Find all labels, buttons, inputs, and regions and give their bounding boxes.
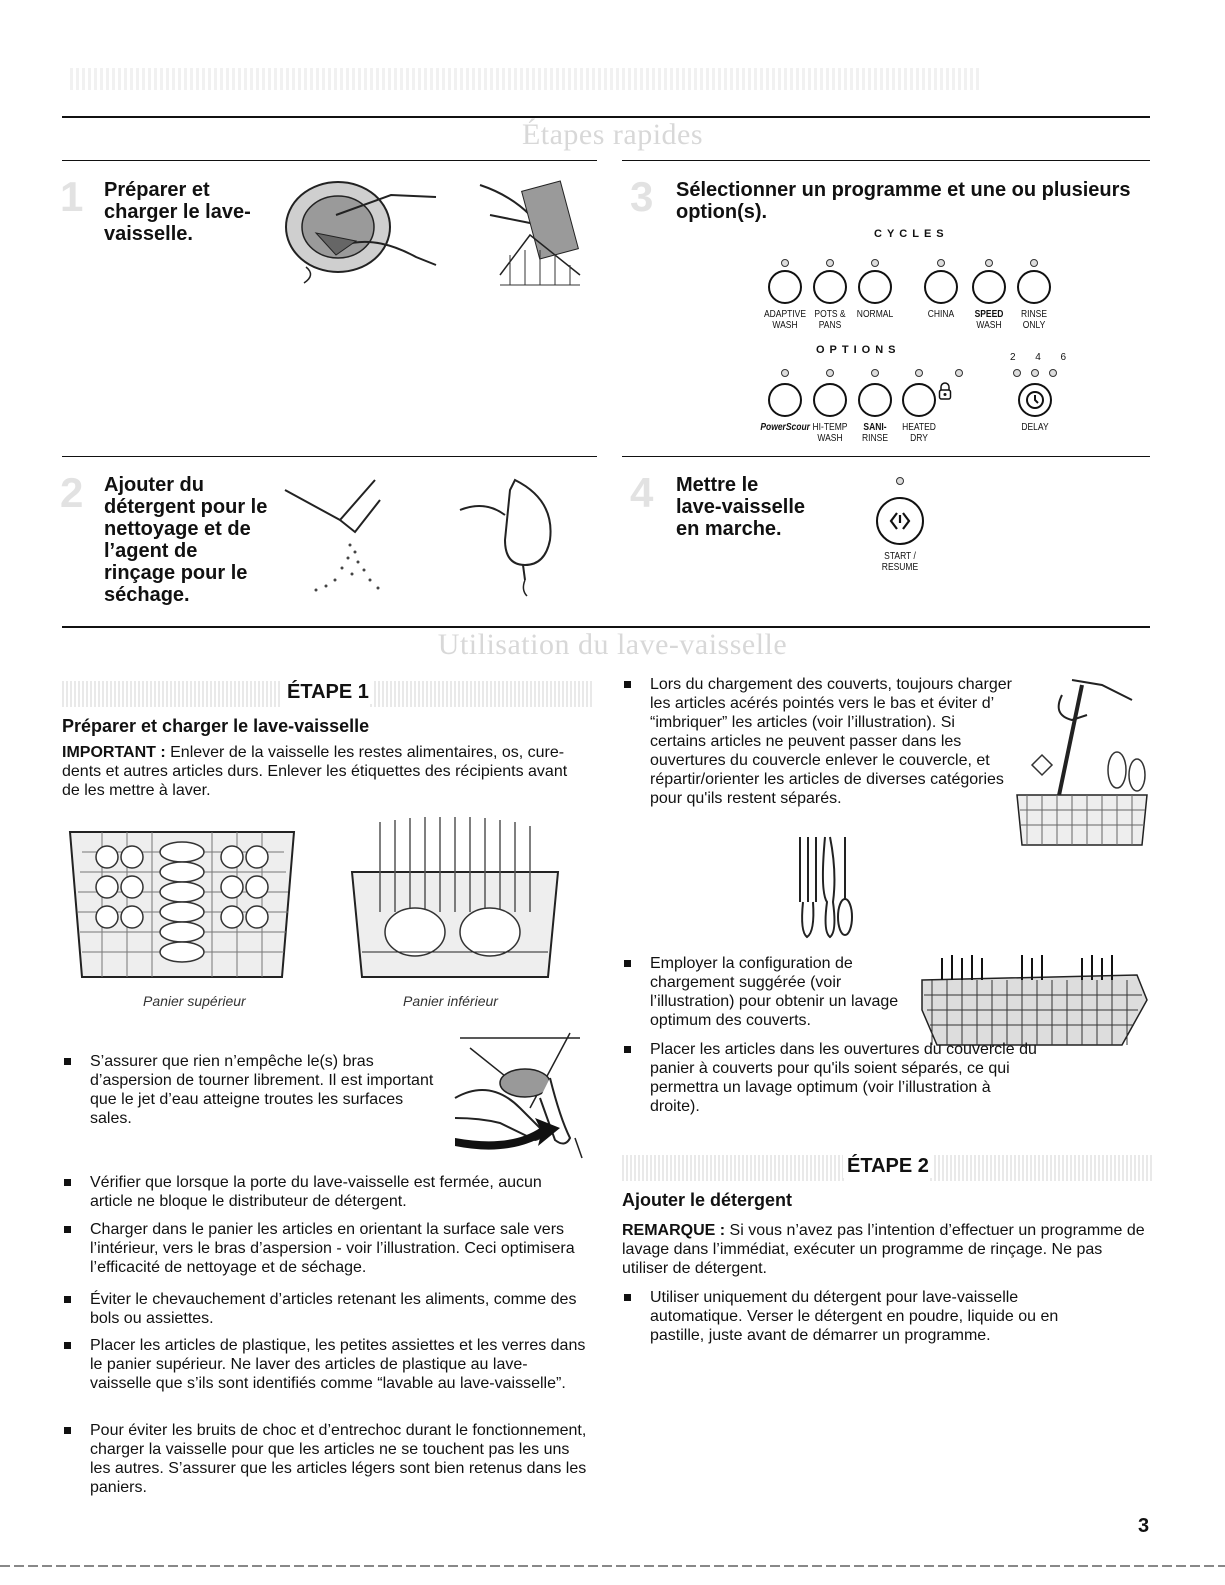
- step3-title-line: option(s).: [676, 201, 768, 223]
- silverware-basket-illustration: [912, 950, 1152, 1050]
- step4-title-line: Mettre le: [676, 474, 759, 496]
- etape1-heading: Préparer et charger le lave-vaisselle: [62, 716, 370, 736]
- step-number-1: 1: [60, 173, 84, 220]
- step-number-2: 2: [60, 469, 84, 516]
- etape1-bar-left: [62, 681, 282, 707]
- option-indicator-light: [781, 369, 789, 377]
- cycle-button-china[interactable]: [924, 270, 958, 304]
- clock-icon: [1024, 389, 1046, 411]
- step4-title-line: en marche.: [676, 518, 782, 540]
- step3-title-line: Sélectionner un programme et une ou plusieurs: [676, 179, 1131, 201]
- step1-title-line: charger le lave-: [104, 201, 251, 223]
- step2-title-line: Ajouter du: [104, 474, 204, 496]
- etape1-label: ÉTAPE 1: [283, 681, 373, 704]
- upper-rack-illustration: [62, 812, 302, 987]
- option-indicator-light: [955, 369, 963, 377]
- bullet-right-1: Lors du chargement des couverts, toujours charger les articles acérés pointés vers le bas et éviter d’ “imbriquer” les articles (voir l’illustration). Si certains articles ne peuvent passer dans les ouvertures du couvercle enlever le couvercle, et répartir/orienter les articles de diverses catégories pour qu'ils restent séparés.: [622, 675, 1012, 808]
- spray-arm-illustration: [450, 1028, 590, 1163]
- option-indicator-light: [915, 369, 923, 377]
- cycle-indicator-light: [826, 259, 834, 267]
- rack-loading-illustration: [470, 175, 590, 290]
- delay-hour: 6: [1060, 352, 1066, 363]
- step1-title-line: Préparer et: [104, 179, 210, 201]
- cycle-button-pots-pans[interactable]: [813, 270, 847, 304]
- bottom-scan-band: [0, 1565, 1225, 1567]
- silverware-basket-lid-illustration: [1012, 675, 1152, 850]
- caption-lower-rack: Panier inférieur: [403, 993, 498, 1009]
- important-label: IMPORTANT :: [62, 744, 166, 761]
- step1-title-line: vaisselle.: [104, 223, 193, 245]
- bullet-left-5: Placer les articles de plastique, les petites assiettes et les verres dans le panier supérieur. Ne laver des articles de plastique au lave-vaisselle que s’ils sont identifiés comme “lavable au lave-vaisselle”.: [62, 1336, 587, 1393]
- option-label-heated-dry: HEATED DRY: [902, 422, 936, 444]
- option-label-sani-rinse: SANI- RINSE: [862, 422, 888, 444]
- caption-upper-rack: Panier supérieur: [143, 993, 246, 1009]
- option-button-hi-temp-wash[interactable]: [813, 383, 847, 417]
- delay-indicator-light: [1031, 369, 1039, 377]
- etape2-label: ÉTAPE 2: [843, 1155, 933, 1178]
- step3-title: [676, 179, 1156, 223]
- etape2-heading: Ajouter le détergent: [622, 1190, 793, 1210]
- important-note: [62, 743, 582, 800]
- section-title-quick-steps: Étapes rapides: [521, 118, 704, 151]
- step1-title: [104, 179, 274, 245]
- step4-title-line: lave-vaisselle: [676, 496, 805, 518]
- cycle-label-pots-pans: POTS & PANS: [814, 309, 846, 331]
- quick-steps-mid-rule-right: [622, 456, 1150, 457]
- quick-steps-rule-left: [62, 160, 597, 161]
- cycle-indicator-light: [937, 259, 945, 267]
- cycle-indicator-light: [1030, 259, 1038, 267]
- option-label-powerscour: PowerScour: [760, 422, 810, 433]
- step-number-4: 4: [630, 469, 654, 516]
- cycle-label-normal: NORMAL: [856, 309, 894, 320]
- bullet-left-2: Vérifier que lorsque la porte du lave-vaisselle est fermée, aucun article ne bloque le distributeur de détergent.: [62, 1173, 587, 1211]
- top-scan-band: [70, 68, 982, 90]
- cycle-button-rinse-only[interactable]: [1017, 270, 1051, 304]
- delay-indicator-light: [1013, 369, 1021, 377]
- quick-steps-mid-rule-left: [62, 456, 597, 457]
- option-label-hi-temp-wash: HI-TEMP WASH: [812, 422, 848, 444]
- etape2-bar-right: [930, 1155, 1152, 1181]
- option-button-sani-rinse[interactable]: [858, 383, 892, 417]
- option-button-powerscour[interactable]: [768, 383, 802, 417]
- remark-label: REMARQUE :: [622, 1222, 726, 1239]
- step-number-3: 3: [630, 173, 654, 220]
- cutlery-illustration: [785, 832, 855, 942]
- rinse-aid-bottle-illustration: [455, 470, 565, 600]
- step2-title-line: rinçage pour le: [104, 562, 248, 584]
- cycle-button-speed-wash[interactable]: [972, 270, 1006, 304]
- etape1-bar-right: [370, 681, 592, 707]
- bullet-left-3: Charger dans le panier les articles en orientant la surface sale vers l’intérieur, vers le bras d’aspersion - voir l’illustration. Ceci optimisera l’efficacité de nettoyage et de séchage.: [62, 1220, 587, 1277]
- step2-title-line: détergent pour le: [104, 496, 268, 518]
- cycle-indicator-light: [871, 259, 879, 267]
- step4-title: [676, 474, 856, 540]
- section-title-usage: Utilisation du lave-vaisselle: [437, 628, 788, 661]
- delay-hour: 2: [1010, 352, 1016, 363]
- remark-text: Si vous n’avez pas l’intention d’effectuer un programme de lavage dans l’immédiat, exécuter un programme de rinçage. Ne pas utiliser de détergent.: [622, 1222, 1145, 1277]
- etape2-bar-left: [622, 1155, 844, 1181]
- cycle-label-china: CHINA: [927, 309, 955, 320]
- step2-title-line: séchage.: [104, 584, 190, 606]
- options-label: OPTIONS: [816, 344, 901, 356]
- cycle-indicator-light: [985, 259, 993, 267]
- powder-detergent-illustration: [280, 470, 410, 600]
- bullet-right-3: Placer les articles dans les ouvertures du couvercle du panier à couverts pour qu'ils soient séparés, ce qui permettra un lavage optimum (voir l’illustration à droite).: [622, 1040, 1042, 1116]
- option-indicator-light: [826, 369, 834, 377]
- bullet-left-6: Pour éviter les bruits de choc et d’entrechoc durant le fonctionnement, charger la vaisselle pour que les articles ne se touchent pas les uns les autres. S’assurer que les articles légers sont bien retenus dans les paniers.: [62, 1421, 587, 1497]
- delay-hour: 4: [1035, 352, 1041, 363]
- bullet-right-2: Employer la configuration de chargement suggérée (voir l’illustration) pour obtenir un lavage optimum des couverts.: [622, 954, 922, 1030]
- cycle-label-rinse-only: RINSE ONLY: [1021, 309, 1047, 331]
- step2-title-line: nettoyage et de: [104, 518, 251, 540]
- cycle-button-adaptive-wash[interactable]: [768, 270, 802, 304]
- bullet-left-1: S’assurer que rien n’empêche le(s) bras d’aspersion de tourner librement. Il est important que le jet d’eau atteigne troutes les surfaces sales.: [62, 1052, 442, 1128]
- cycles-label: CYCLES: [874, 228, 949, 240]
- bullet-etape2-1: Utiliser uniquement du détergent pour lave-vaisselle automatique. Verser le détergent en poudre, liquide ou en pastille, juste avant de démarrer un programme.: [622, 1288, 1112, 1345]
- lock-icon: [938, 382, 952, 400]
- start-resume-label: START / RESUME: [881, 551, 919, 573]
- lower-rack-illustration: [340, 812, 570, 987]
- step2-title-line: l’agent de: [104, 540, 198, 562]
- delay-hours: [1010, 352, 1066, 363]
- delay-indicator-light: [1049, 369, 1057, 377]
- bullet-left-4: Éviter le chevauchement d’articles retenant les aliments, comme des bols ou assiettes.: [62, 1290, 587, 1328]
- cycle-indicator-light: [781, 259, 789, 267]
- cycle-button-normal[interactable]: [858, 270, 892, 304]
- option-button-heated-dry[interactable]: [902, 383, 936, 417]
- cycle-label-speed-wash: SPEED WASH: [974, 309, 1004, 331]
- quick-steps-rule-right: [622, 160, 1150, 161]
- important-text: Enlever de la vaisselle les restes alimentaires, os, cure-dents et autres articles durs. Enlever les étiquettes des récipients avant de les mettre à laver.: [62, 744, 568, 799]
- page-number: 3: [1138, 1515, 1150, 1537]
- start-resume-icon: [889, 510, 911, 532]
- plate-scraping-illustration: [276, 175, 446, 290]
- cycle-label-adaptive-wash: ADAPTIVE WASH: [763, 309, 807, 331]
- option-indicator-light: [871, 369, 879, 377]
- step2-title: [104, 474, 294, 606]
- remark-note: [622, 1221, 1152, 1278]
- start-indicator-light: [896, 477, 904, 485]
- option-label-delay: DELAY: [1021, 422, 1049, 433]
